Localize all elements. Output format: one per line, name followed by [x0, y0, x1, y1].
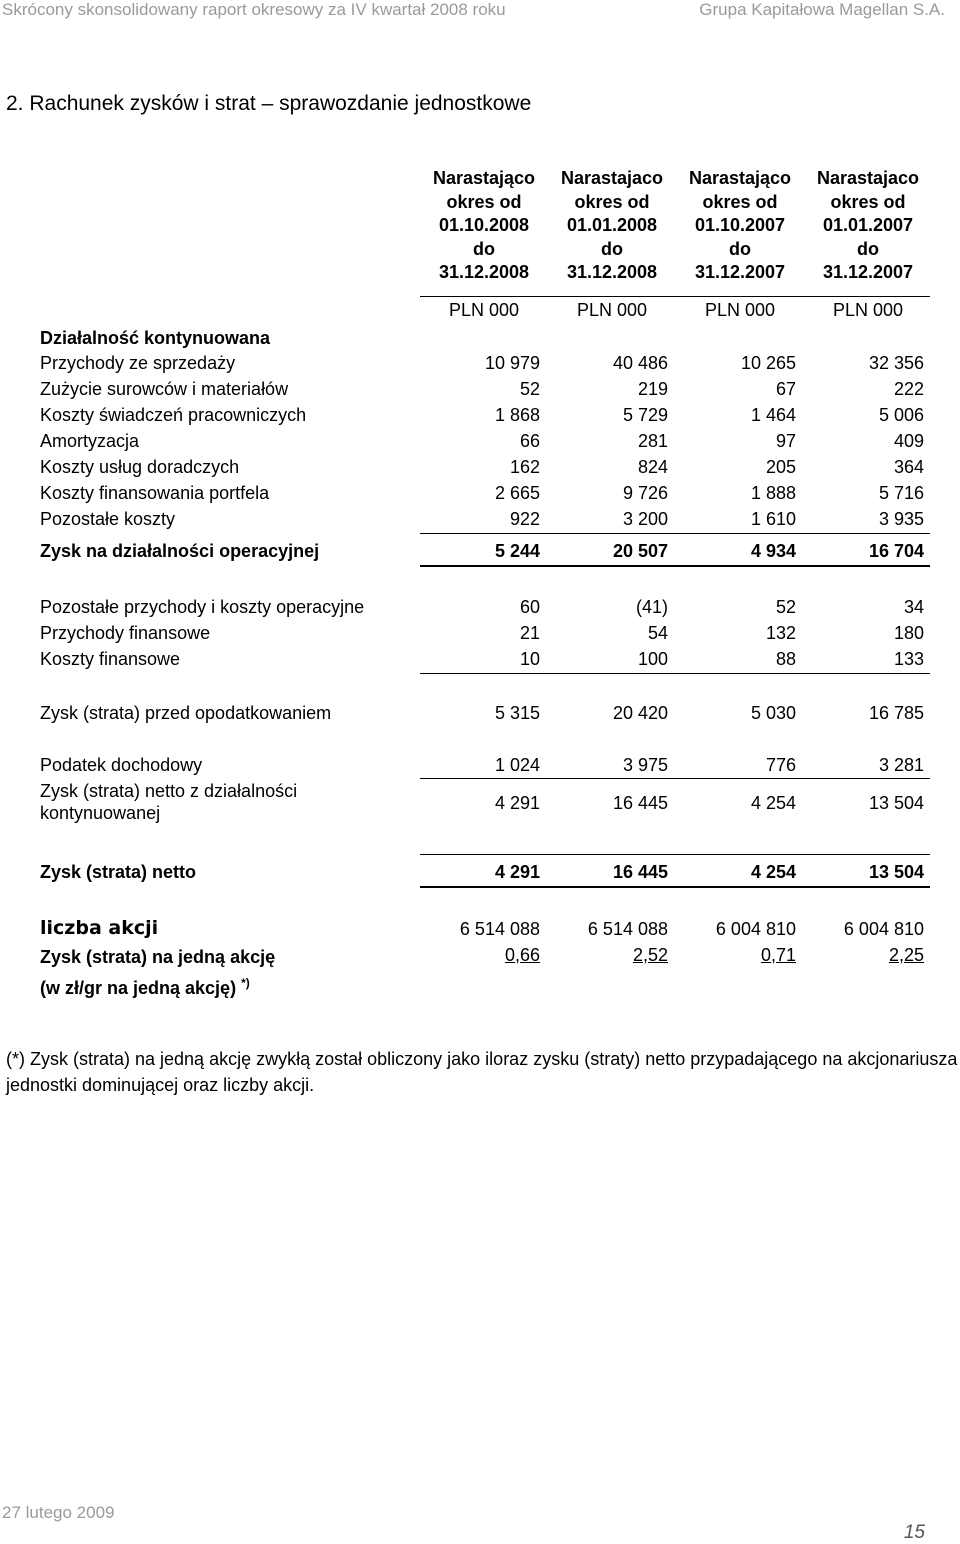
subtotal-rule: [420, 778, 930, 779]
total-rule: [420, 565, 930, 567]
row-value: 1 888: [750, 483, 796, 503]
column-header: Narastająco okres od 01.10.2007 do 31.12.2007: [688, 168, 792, 283]
row-value: 3 935: [878, 509, 924, 529]
row-value: 824: [637, 457, 668, 477]
row-label: Zysk (strata) na jedną akcję (w zł/gr na jedną akcję) *): [40, 947, 276, 998]
row-label: Zysk na działalności operacyjnej: [40, 541, 320, 561]
row-value: 162: [509, 457, 540, 477]
row-value: 3 975: [622, 755, 668, 775]
row-value: 776: [765, 755, 796, 775]
row-value: 1 024: [494, 755, 540, 775]
row-value: (41): [635, 597, 668, 617]
row-value: 13 504: [868, 862, 924, 882]
row-value: 16 445: [612, 862, 668, 882]
row-label: Koszty finansowania portfela: [40, 483, 270, 503]
row-value: 4 934: [750, 541, 796, 561]
footer-date: 27 lutego 2009: [2, 1503, 115, 1522]
row-value: 6 514 088: [587, 919, 668, 939]
row-value: 4 291: [494, 862, 540, 882]
row-label: Przychody ze sprzedaży: [40, 353, 236, 373]
row-value: 1 464: [750, 405, 796, 425]
row-value: 132: [765, 623, 796, 643]
row-value: 97: [775, 431, 796, 451]
row-value: 5 030: [750, 703, 796, 723]
row-label: Pozostałe przychody i koszty operacyjne: [40, 597, 365, 617]
row-value: 32 356: [868, 353, 924, 373]
row-value: 6 514 088: [459, 919, 540, 939]
row-label: Zysk (strata) netto: [40, 862, 197, 882]
page-number: 15: [903, 1522, 925, 1543]
currency-label: PLN 000: [576, 300, 648, 320]
row-label: liczba akcji: [40, 917, 159, 939]
row-label: Amortyzacja: [40, 431, 140, 451]
running-header-title: Skrócony skonsolidowany raport okresowy za IV kwartał 2008 roku: [2, 0, 506, 19]
row-value: 5 716: [878, 483, 924, 503]
row-value: 66: [519, 431, 540, 451]
row-value: 60: [519, 597, 540, 617]
row-value: 4 291: [494, 793, 540, 813]
row-value: 3 281: [878, 755, 924, 775]
row-value: 20 420: [612, 703, 668, 723]
section-label: Działalność kontynuowana: [40, 328, 271, 348]
row-label: Koszty usług doradczych: [40, 457, 240, 477]
row-label: Zysk (strata) netto z działalności kontynuowanej: [40, 781, 298, 823]
section-title: 2. Rachunek zysków i strat – sprawozdanie jednostkowe: [6, 92, 532, 115]
row-value: 54: [647, 623, 668, 643]
row-value: 219: [637, 379, 668, 399]
row-value: 5 244: [494, 541, 540, 561]
row-label: Koszty finansowe: [40, 649, 181, 669]
row-value: 5 315: [494, 703, 540, 723]
row-value: 133: [893, 649, 924, 669]
row-value: 40 486: [612, 353, 668, 373]
row-value: 16 704: [868, 541, 924, 561]
row-value: 10 979: [484, 353, 540, 373]
row-value: 364: [893, 457, 924, 477]
row-value: 52: [775, 597, 796, 617]
row-value: 5 729: [622, 405, 668, 425]
currency-label: PLN 000: [704, 300, 776, 320]
row-value: 13 504: [868, 793, 924, 813]
row-value: 10: [519, 649, 540, 669]
column-header: Narastajaco okres od 01.01.2008 do 31.12.2008: [560, 168, 664, 283]
row-label: Przychody finansowe: [40, 623, 211, 643]
header-rule: [420, 296, 930, 297]
row-value: 222: [893, 379, 924, 399]
row-label: Pozostałe koszty: [40, 509, 176, 529]
currency-label: PLN 000: [448, 300, 520, 320]
row-value: 1 868: [494, 405, 540, 425]
row-value: 0,71: [760, 945, 796, 965]
row-label: Zużycie surowców i materiałów: [40, 379, 289, 399]
row-value: 9 726: [622, 483, 668, 503]
row-label: Zysk (strata) przed opodatkowaniem: [40, 703, 332, 723]
row-value: 3 200: [622, 509, 668, 529]
row-value: 52: [519, 379, 540, 399]
subtotal-rule: [420, 533, 930, 534]
row-value: 21: [519, 623, 540, 643]
row-value: 16 785: [868, 703, 924, 723]
row-value: 88: [775, 649, 796, 669]
row-value: 10 265: [740, 353, 796, 373]
row-value: 5 006: [878, 405, 924, 425]
row-value: 2 665: [494, 483, 540, 503]
total-rule: [420, 886, 930, 888]
row-value: 100: [637, 649, 668, 669]
row-value: 34: [903, 597, 924, 617]
row-value: 2,52: [632, 945, 668, 965]
row-value: 2,25: [888, 945, 924, 965]
currency-label: PLN 000: [832, 300, 904, 320]
row-value: 16 445: [612, 793, 668, 813]
row-value: 409: [893, 431, 924, 451]
row-value: 6 004 810: [843, 919, 924, 939]
row-value: 4 254: [750, 793, 796, 813]
column-header: Narastajaco okres od 01.01.2007 do 31.12.2007: [816, 168, 920, 283]
row-value: 0,66: [504, 945, 540, 965]
row-value: 1 610: [750, 509, 796, 529]
subtotal-rule: [420, 854, 930, 855]
column-header: Narastająco okres od 01.10.2008 do 31.12.2008: [432, 168, 536, 283]
row-value: 4 254: [750, 862, 796, 882]
running-header-company: Grupa Kapitałowa Magellan S.A.: [699, 0, 945, 19]
row-value: 20 507: [612, 541, 668, 561]
footnote: (*) Zysk (strata) na jedną akcję zwykłą został obliczony jako iloraz zysku (straty) netto przypadającego na akcjonariusza jednostki dominującej oraz liczby akcji.: [6, 1049, 958, 1095]
row-label: Podatek dochodowy: [40, 755, 203, 775]
row-value: 67: [775, 379, 796, 399]
row-value: 281: [637, 431, 668, 451]
row-label: Koszty świadczeń pracowniczych: [40, 405, 307, 425]
row-value: 6 004 810: [715, 919, 796, 939]
row-value: 205: [765, 457, 796, 477]
subtotal-rule: [420, 673, 930, 674]
row-value: 922: [509, 509, 540, 529]
row-value: 180: [893, 623, 924, 643]
